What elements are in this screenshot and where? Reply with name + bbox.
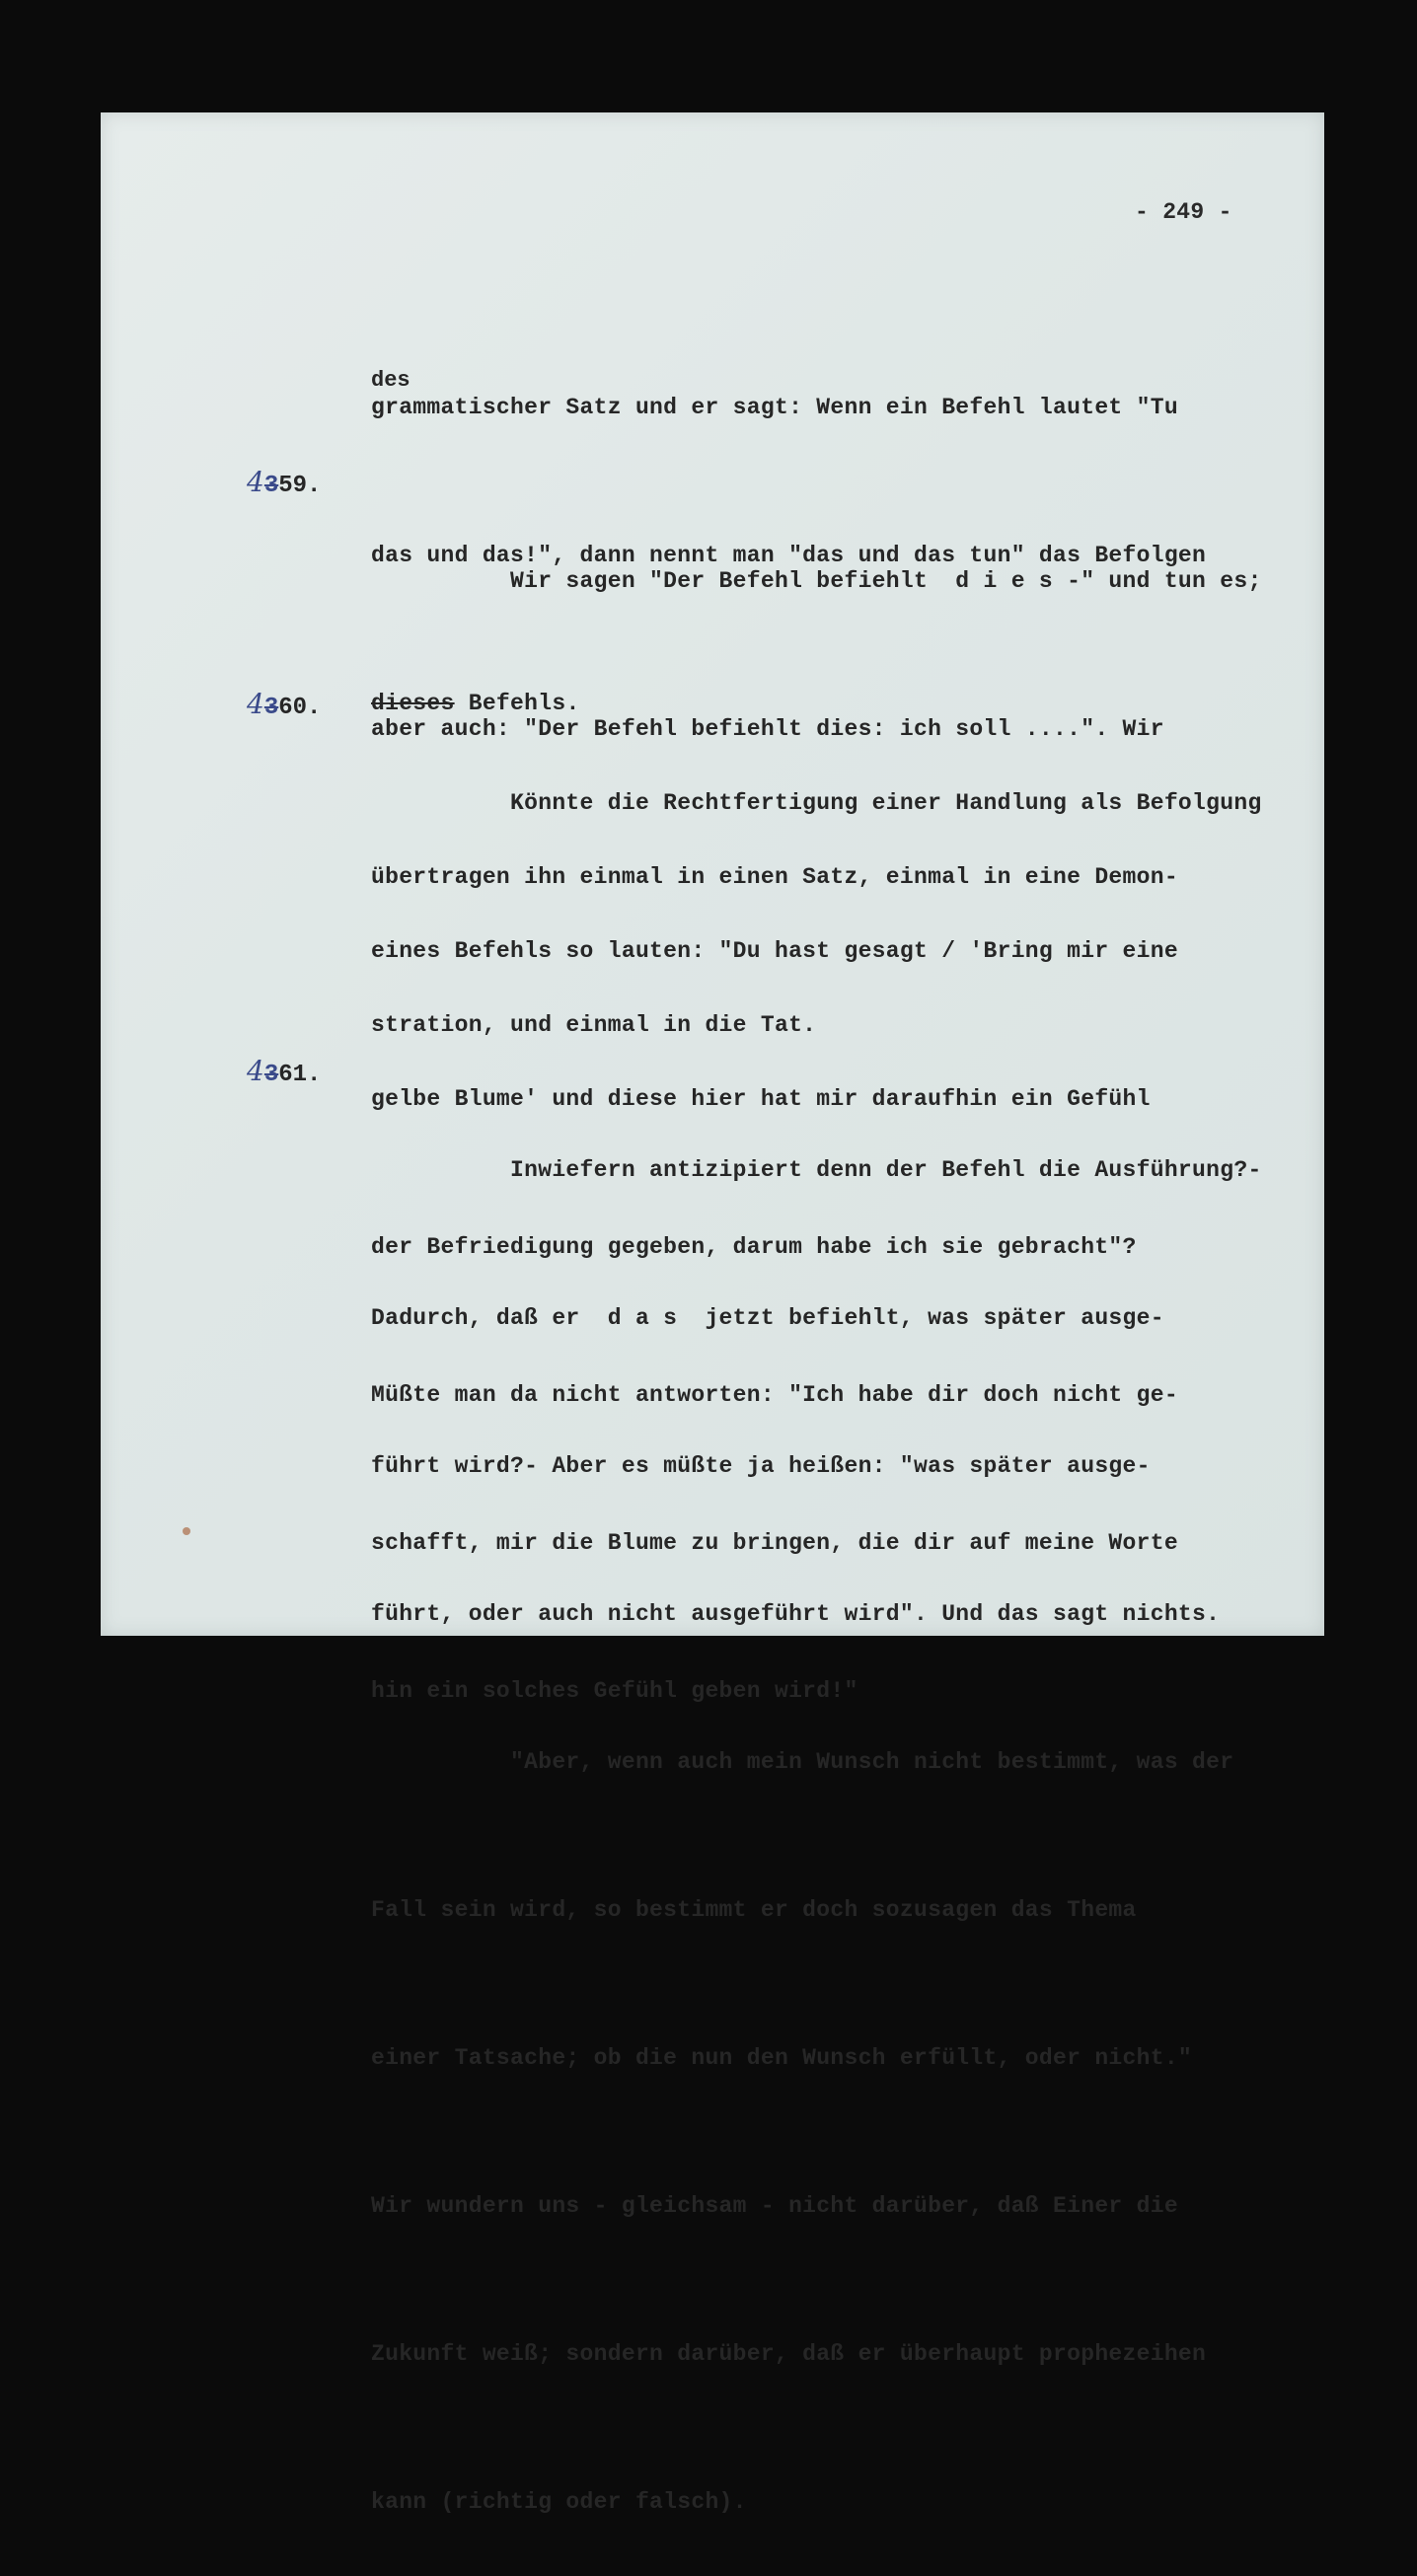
text-line: Müßte man da nicht antworten: "Ich habe dir doch nicht ge- (371, 1382, 1178, 1408)
handwritten-digit: 4 (247, 688, 264, 720)
section-number (247, 1047, 321, 1100)
struck-digit: 3 (263, 1062, 279, 1088)
text-line: aber auch: "Der Befehl befiehlt dies: ich soll ....". Wir (371, 716, 1164, 742)
handwritten-digit: 4 (247, 466, 264, 498)
section-number-rest: 60. (278, 695, 322, 721)
text-line: führt wird?- Aber es müßte ja heißen: "was später ausge- (371, 1453, 1151, 1479)
section-number (247, 458, 321, 511)
text-line: Fall sein wird, so bestimmt er doch sozusagen das Thema (371, 1897, 1137, 1923)
section-number-rest: 59. (278, 473, 322, 499)
text-line: "Aber, wenn auch mein Wunsch nicht bestimmt, was der (371, 1749, 1234, 1775)
text-line: führt, oder auch nicht ausgeführt wird". Und das sagt nichts. (371, 1601, 1221, 1627)
text-line: Dadurch, daß er d a s jetzt befiehlt, was später ausge- (371, 1305, 1164, 1331)
section-number (247, 680, 321, 733)
text-line: der Befriedigung gegeben, darum habe ich sie gebracht"? (371, 1234, 1137, 1260)
text-line: Inwiefern antizipiert denn der Befehl die Ausführung?- (371, 1157, 1262, 1183)
struck-digit: 3 (263, 695, 279, 721)
text-line: einer Tatsache; ob die nun den Wunsch erfüllt, oder nicht." (371, 2045, 1193, 2071)
text-line: hin ein solches Gefühl geben wird!" (371, 1678, 858, 1704)
text-line: gelbe Blume' und diese hier hat mir daraufhin ein Gefühl (371, 1086, 1151, 1112)
section-number-rest: 61. (278, 1062, 322, 1088)
text-line: das und das!", dann nennt man "das und das tun" das Befolgen (371, 543, 1207, 568)
text-line: Könnte die Rechtfertigung einer Handlung als Befolgung (371, 790, 1262, 816)
text-line: Zukunft weiß; sondern darüber, daß er überhaupt prophezeihen (371, 2341, 1207, 2367)
text-line: eines Befehls so lauten: "Du hast gesagt / 'Bring mir eine (371, 938, 1178, 964)
text-line: übertragen ihn einmal in einen Satz, einmal in eine Demon- (371, 864, 1178, 890)
inserted-word: des (371, 368, 410, 393)
struck-word: dieses (371, 691, 455, 716)
struck-digit: 3 (263, 473, 279, 499)
section-paragraph (371, 1047, 1262, 2576)
text-line: stration, und einmal in die Tat. (371, 1012, 817, 1038)
text-line: Wir wundern uns - gleichsam - nicht darüber, daß Einer die (371, 2193, 1178, 2219)
paper-stain (183, 1527, 190, 1535)
page-number: - 249 - (1135, 199, 1232, 225)
text-line: kann (richtig oder falsch). (371, 2489, 747, 2515)
text-line: Wir sagen "Der Befehl befiehlt d i e s -" und tun es; (371, 568, 1262, 594)
text-fragment: Befehls. (454, 691, 580, 716)
text-line: schafft, mir die Blume zu bringen, die dir auf meine Worte (371, 1530, 1178, 1556)
text-line: grammatischer Satz und er sagt: Wenn ein Befehl lautet "Tu (371, 395, 1178, 420)
handwritten-digit: 4 (247, 1055, 264, 1087)
